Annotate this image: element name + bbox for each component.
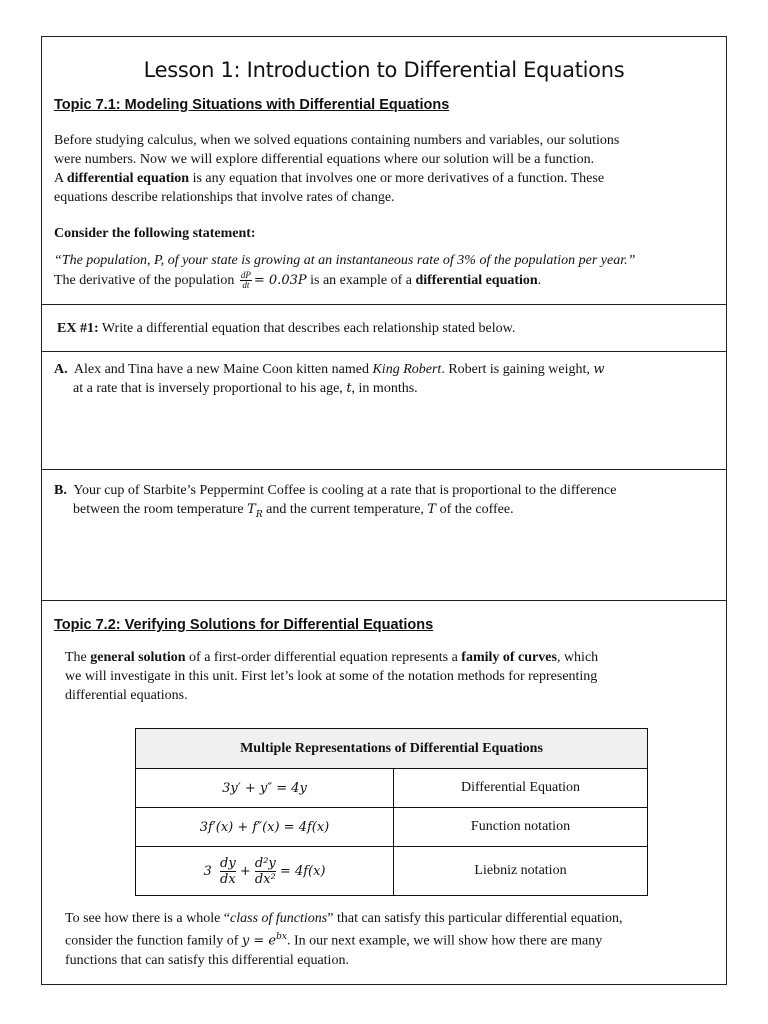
divider <box>41 469 727 470</box>
part-b-line-2: between the room temperature $T_R$ and the current temperature, T of the coffee. <box>73 502 514 520</box>
intro-line-4: equations describe relationships that involve rates of change. <box>54 190 395 205</box>
topic-7-2-line-3: differential equations. <box>65 688 188 703</box>
topic-7-2-line-2: we will investigate in this unit. First let’s look at some of the notation methods for representing <box>65 669 598 684</box>
topic-7-2-intro <box>65 648 725 705</box>
table-label: Function notation <box>394 808 648 847</box>
divider <box>41 304 727 305</box>
topic-7-1-intro <box>54 131 724 207</box>
topic-7-2-heading: Topic 7.2: Verifying Solutions for Differential Equations <box>54 617 434 633</box>
closing-line-3: functions that can satisfy this differential equation. <box>65 952 349 968</box>
derivative-example: The derivative of the population $\frac{dP}{dt}$ = 0.03P is an example of a differential equation. <box>54 270 542 291</box>
divider <box>41 600 727 601</box>
topic-7-1-heading: Topic 7.1: Modeling Situations with Differential Equations <box>54 97 450 113</box>
intro-line-1: Before studying calculus, when we solved equations containing numbers and variables, our solutions <box>54 133 620 148</box>
table-row <box>136 847 648 896</box>
table-header: Multiple Representations of Differential Equations <box>136 729 648 769</box>
dp-dt-fraction: $\frac{dP}{dt}$ <box>240 270 251 291</box>
table-expr: 3y′ + y″ = 4y <box>136 769 394 808</box>
table-expr-leibniz: 3 $\frac{dy}{dx}$ + $\frac{\text{d²y}}{\text{dx²}}$ = 4f(x) <box>136 847 394 896</box>
part-a-line-2: at a rate that is inversely proportional to his age, t, in months. <box>73 381 418 396</box>
table-label: Liebniz notation <box>394 847 648 896</box>
ex1-prompt: EX #1: Write a differential equation that describes each relationship stated below. <box>57 321 516 336</box>
topic-7-2-line-1: The general solution of a first-order differential equation represents a family of curves, which <box>65 650 599 665</box>
part-b <box>54 481 724 525</box>
table-header-row <box>136 729 648 769</box>
dy-dx-fraction: $\frac{dy}{dx}$ <box>220 855 236 887</box>
table-expr: 3f′(x) + f″(x) = 4f(x) <box>136 808 394 847</box>
population-quote: “The population, P, of your state is growing at an instantaneous rate of 3% of the population per year.” <box>54 253 636 268</box>
part-b-label: B. <box>54 483 67 498</box>
closing-line-2: consider the function family of $y = e^{bx}$. In our next example, we will show how there are many <box>65 932 603 949</box>
intro-line-3: A differential equation is any equation that involves one or more derivatives of a function. These <box>54 171 605 186</box>
part-a-line-1: A. Alex and Tina have a new Maine Coon kitten named King Robert. Robert is gaining weight, w <box>54 362 605 377</box>
closing-line-1: To see how there is a whole “class of functions” that can satisfy this particular differential equation, <box>65 911 623 926</box>
term-differential-equation: differential equation <box>66 171 190 186</box>
consider-heading: Consider the following statement: <box>54 226 256 241</box>
table-row <box>136 769 648 808</box>
part-b-line-1: B. Your cup of Starbite’s Peppermint Coffee is cooling at a rate that is proportional to the difference <box>54 483 617 498</box>
intro-line-2: were numbers. Now we will explore differential equations where our solution will be a function. <box>54 152 595 167</box>
representations-table <box>135 728 648 896</box>
part-a <box>54 360 724 398</box>
ex1-label: EX #1: <box>57 321 99 336</box>
closing-paragraph <box>65 909 725 970</box>
part-a-label: A. <box>54 362 68 377</box>
divider <box>41 351 727 352</box>
d2y-dx2-fraction: $\frac{\text{d²y}}{\text{dx²}}$ <box>254 855 276 887</box>
table-row <box>136 808 648 847</box>
page-title: Lesson 1: Introduction to Differential Equations <box>143 58 625 82</box>
derivative-equation: = 0.03P <box>253 273 307 288</box>
table-label: Differential Equation <box>394 769 648 808</box>
